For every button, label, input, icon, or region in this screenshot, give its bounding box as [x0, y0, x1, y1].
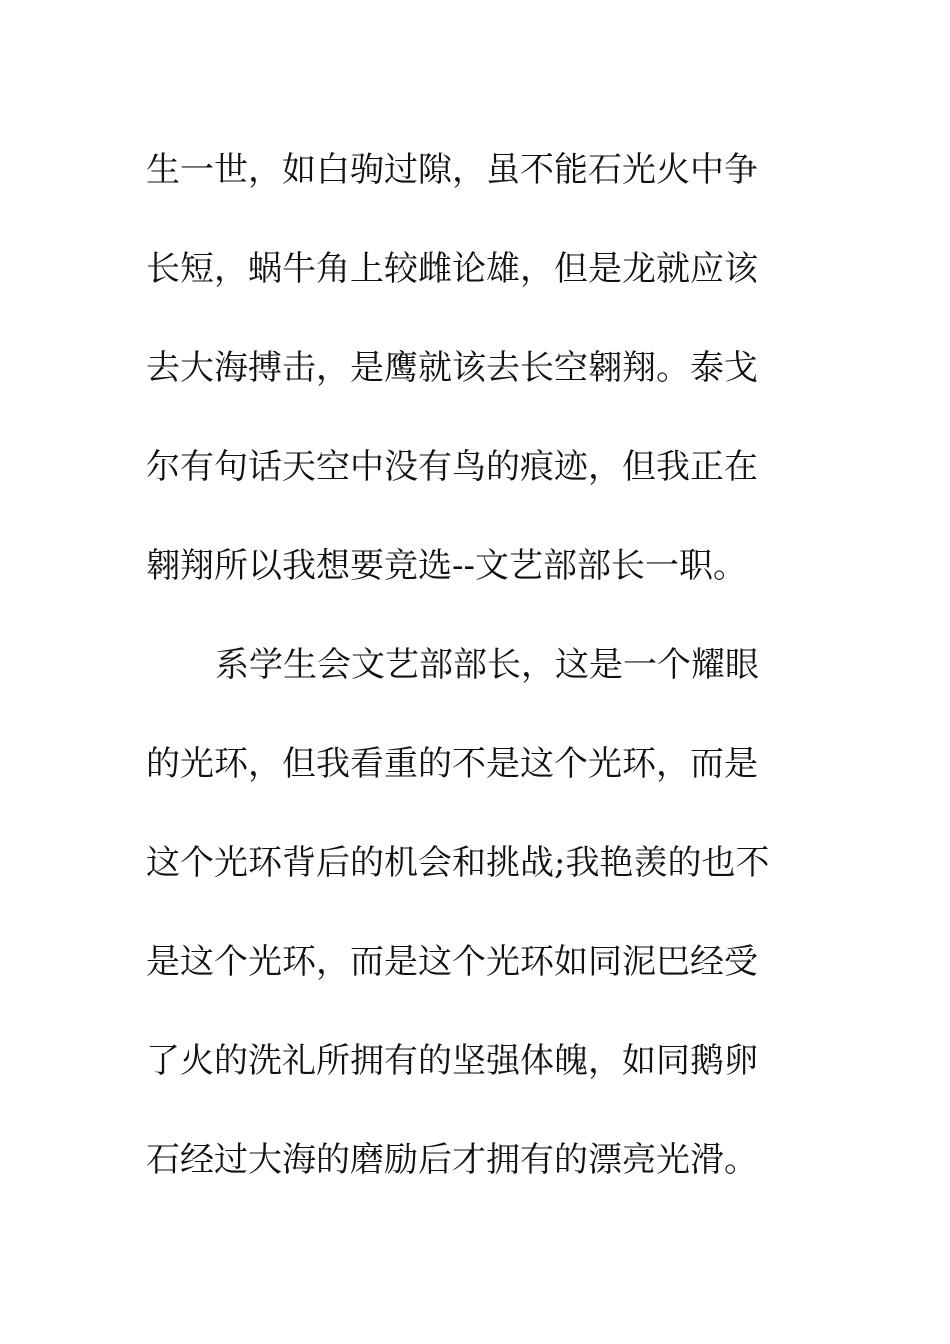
- text-line: 生一世，如白驹过隙，虽不能石光火中争: [146, 150, 758, 190]
- text-line: 长短，蜗牛角上较雌论雄，但是龙就应该: [146, 249, 758, 289]
- paragraph-first-line: 系学生会文艺部部长，这是一个耀眼: [215, 645, 759, 685]
- text-line: 石经过大海的磨励后才拥有的漂亮光滑。: [146, 1140, 758, 1180]
- text-line: 了火的洗礼所拥有的坚强体魄，如同鹅卵: [146, 1041, 758, 1081]
- body-text: [146, 121, 826, 1210]
- text-line: 这个光环背后的机会和挑战;我艳羡的也不: [146, 843, 770, 883]
- text-line: 去大海搏击，是鹰就该去长空翱翔。泰戈: [146, 348, 758, 388]
- text-line: 是这个光环，而是这个光环如同泥巴经受: [146, 942, 758, 982]
- text-line: 尔有句话天空中没有鸟的痕迹，但我正在: [146, 447, 758, 487]
- text-line: 的光环，但我看重的不是这个光环，而是: [146, 744, 758, 784]
- text-line: 翱翔所以我想要竞选--文艺部部长一职。: [146, 546, 747, 586]
